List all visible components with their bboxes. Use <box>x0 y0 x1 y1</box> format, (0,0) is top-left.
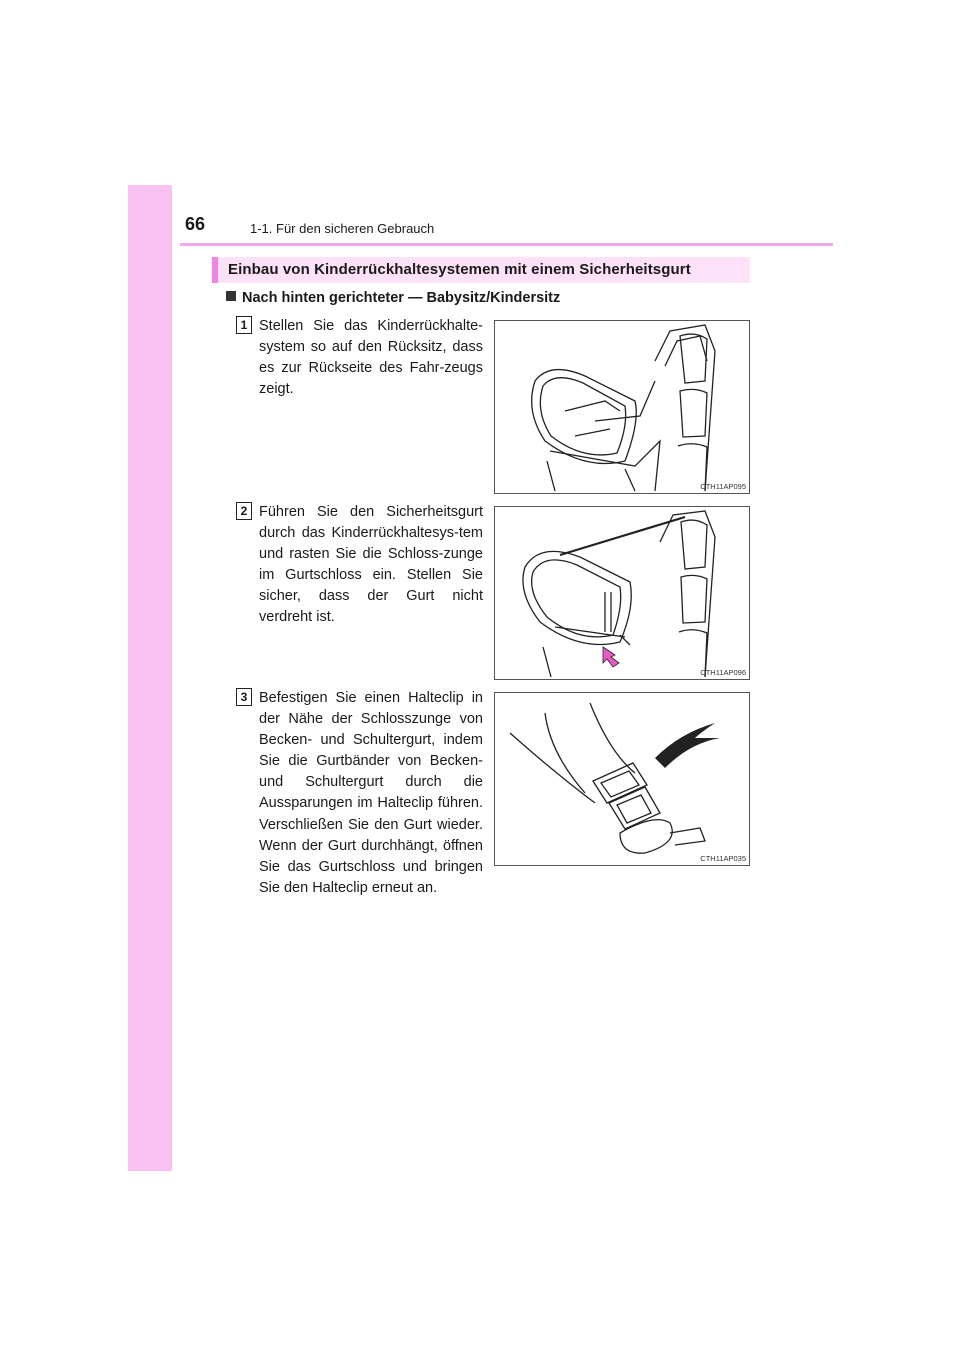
figure-code-3: CTH11AP035 <box>700 854 746 863</box>
figure-step-3 <box>494 692 750 866</box>
step-number-3: 3 <box>236 688 252 706</box>
subheading <box>226 290 560 306</box>
square-bullet-icon <box>226 291 236 301</box>
step-1-text: Stellen Sie das Kinderrückhalte-system so auf den Rücksitz, dass es zur Rückseite des Fahr-zeugs zeigt. <box>259 318 483 398</box>
side-color-strip <box>128 185 172 1171</box>
section-heading-bar <box>212 257 750 283</box>
belt-clip-illustration <box>495 693 750 866</box>
figure-code-2: CTH11AP096 <box>700 668 746 677</box>
figure-step-2 <box>494 506 750 680</box>
section-title: Einbau von Kinderrückhaltesystemen mit einem Sicherheitsgurt <box>228 261 691 278</box>
chapter-title: 1-1. Für den sicheren Gebrauch <box>250 221 435 236</box>
arrow-icon <box>603 647 619 667</box>
seat-belt-routing-illustration <box>495 507 750 680</box>
header-divider <box>180 243 833 246</box>
step-number-1: 1 <box>236 316 252 334</box>
step-number-2: 2 <box>236 502 252 520</box>
child-seat-placement-illustration <box>495 321 750 494</box>
step-3-text: Befestigen Sie einen Halteclip in der Nähe der Schlosszunge von Becken- und Schultergurt, indem Sie die Gurtbänder von Becken- und Schultergurt durch die Aussparungen im Halteclip führen. Verschließen Sie den Gurt wieder. Wenn der Gurt durchhängt, öffnen Sie das Gurtschloss und bringen Sie den Halteclip erneut an. <box>259 690 483 896</box>
figure-code-1: CTH11AP095 <box>700 482 746 491</box>
subheading-text: Nach hinten gerichteter — Babysitz/Kindersitz <box>242 290 561 306</box>
figure-step-1 <box>494 320 750 494</box>
step-2-text: Führen Sie den Sicherheitsgurt durch das Kinderrückhaltesys-tem und rasten Sie die Schloss-zunge im Gurtschloss ein. Stellen Sie sicher, dass der Gurt nicht verdreht ist. <box>259 504 483 626</box>
page-number: 66 <box>185 214 206 234</box>
